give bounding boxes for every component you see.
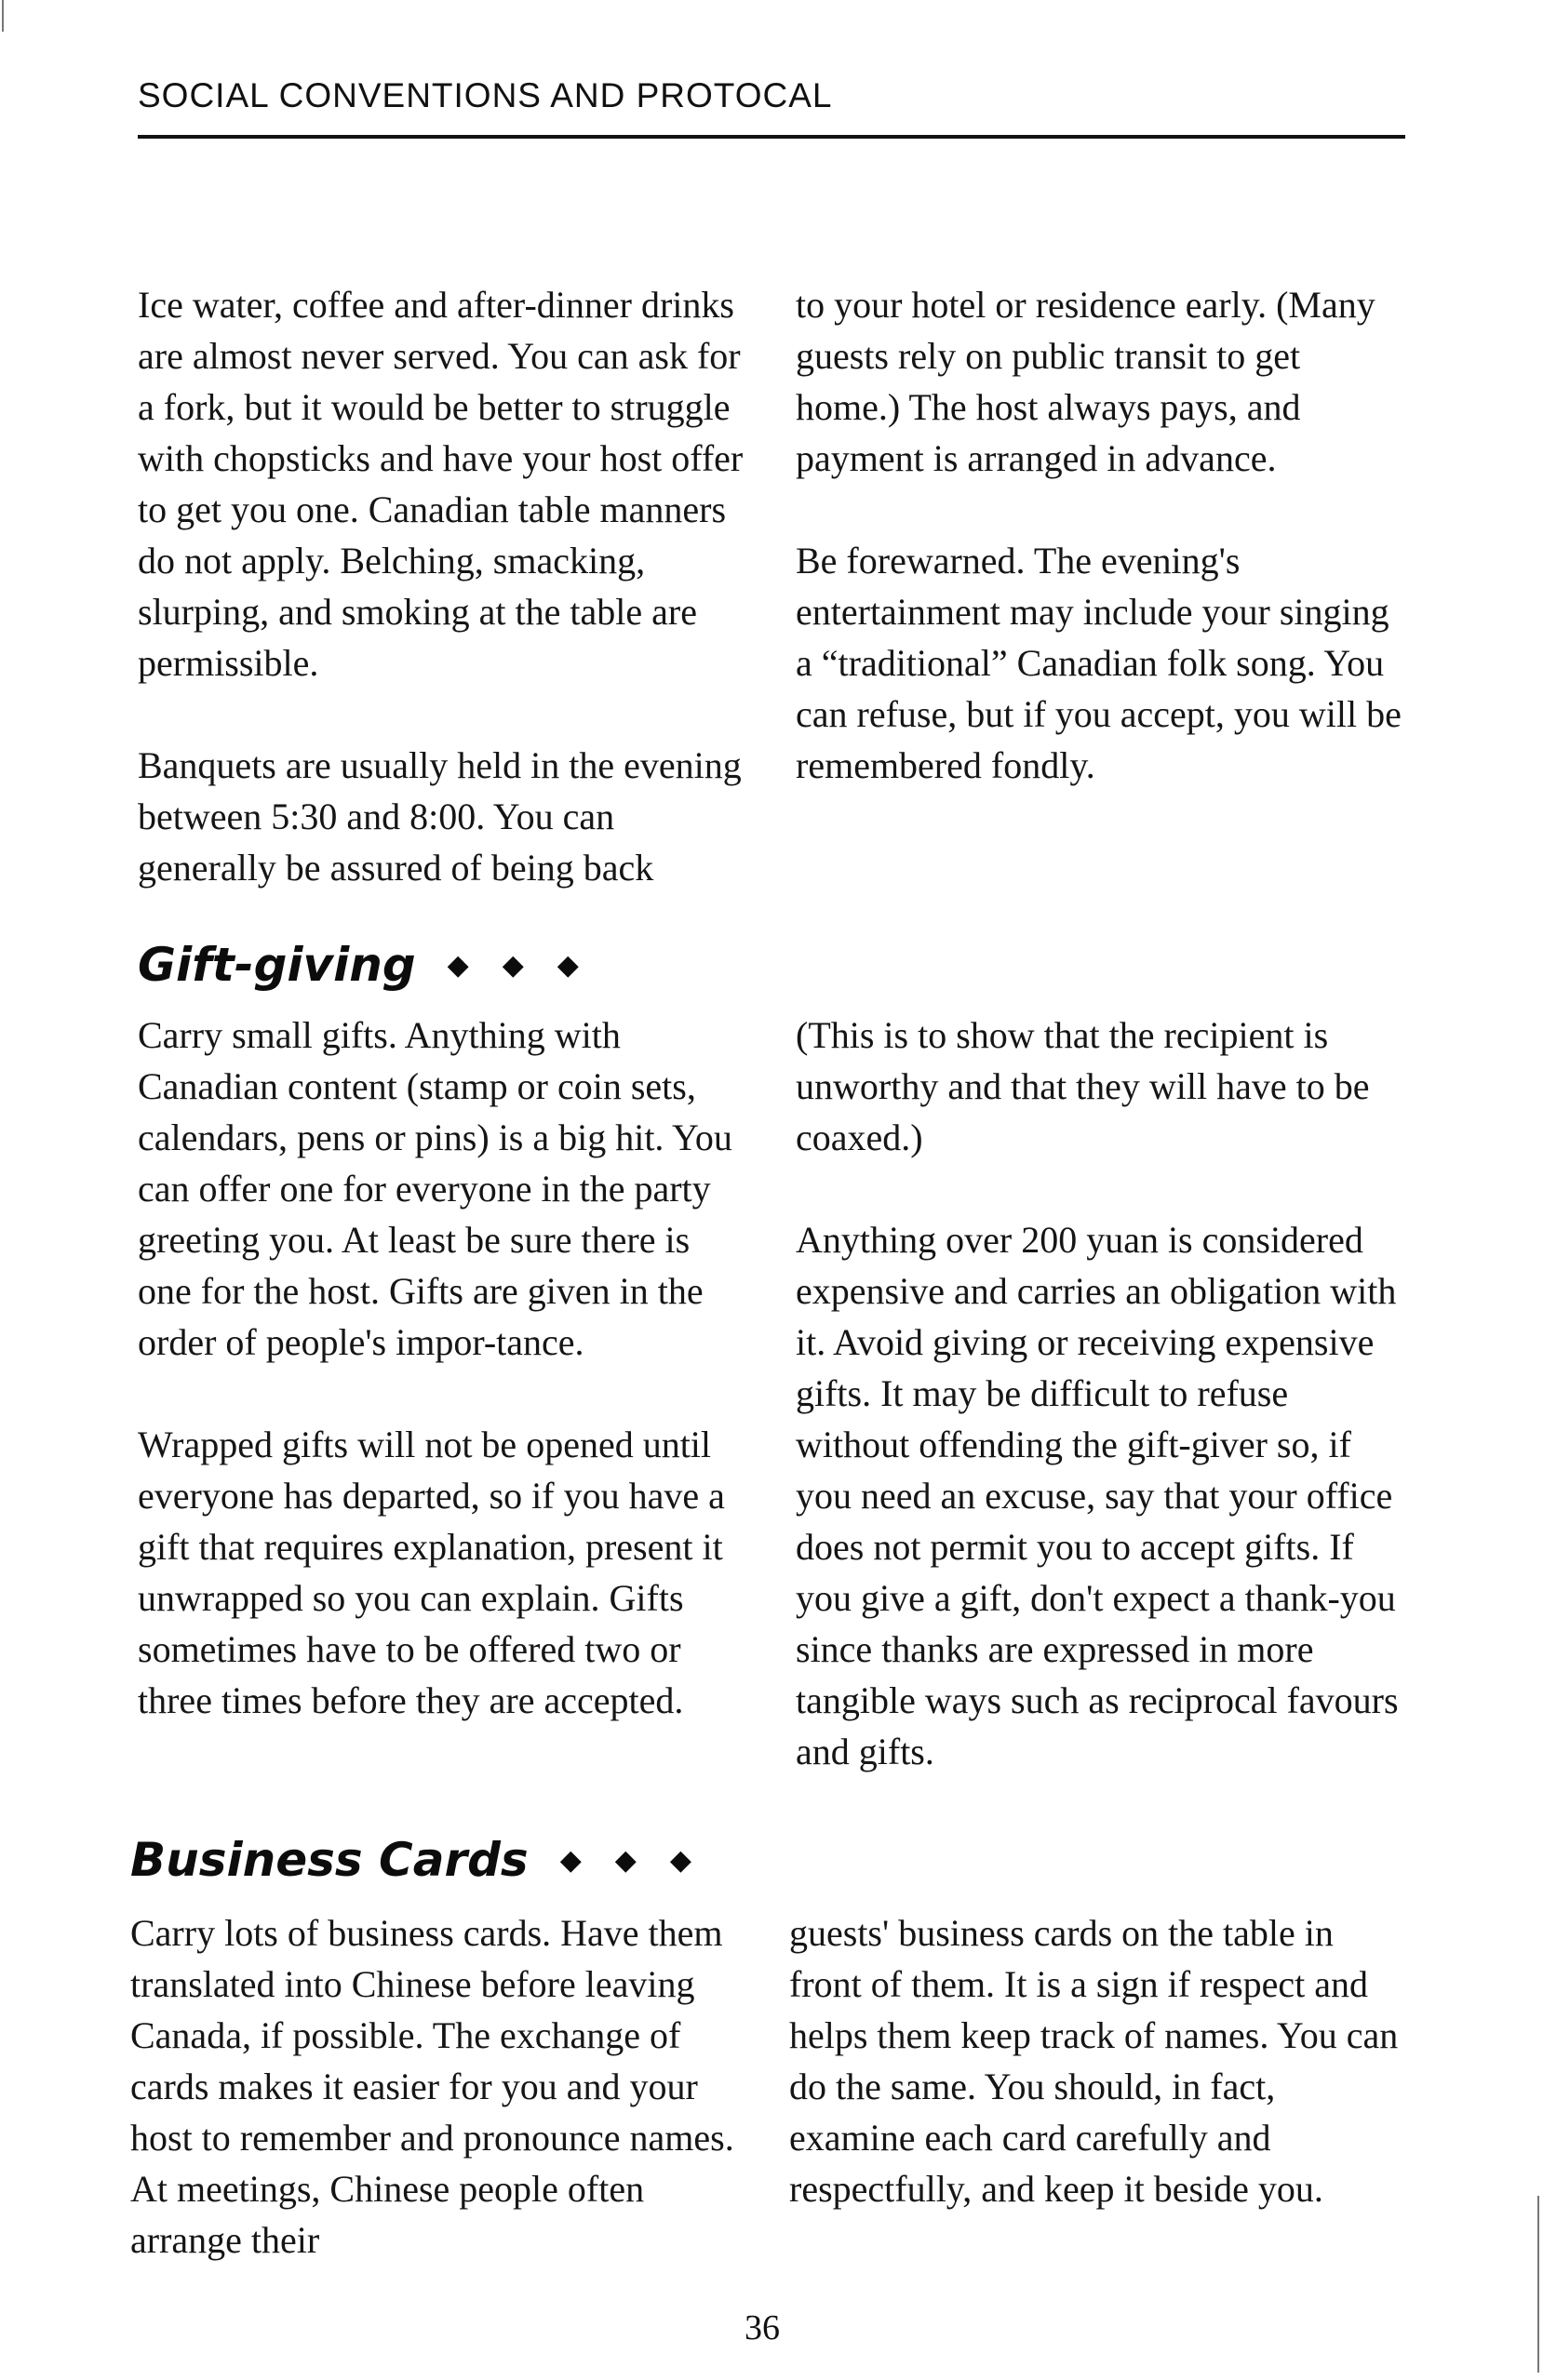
page-number: 36: [745, 2308, 780, 2347]
paragraph: Carry lots of business cards. Have them translated into Chinese before leaving Canada, if possible. The exchange of cards makes it easier for you and your host to remember and pronounce names. At meetings, Chinese people often arrange their: [130, 1912, 734, 2261]
paragraph: guests' business cards on the table in front of them. It is a sign if respect and helps them keep track of names. You can do the same. You should, in fact, examine each card carefully and respectfully, and keep it beside you.: [789, 1912, 1399, 2210]
paragraph: Carry small gifts. Anything with Canadian content (stamp or coin sets, calendars, pens or pins) is a big hit. You can offer one for everyone in the party greeting you. At least be sure there is one for the host. Gifts are given in the order of people's impor-tance.: [138, 1014, 732, 1363]
section-heading-gift-giving: [138, 938, 579, 992]
running-header: SOCIAL CONVENTIONS AND PROTOCAL: [138, 76, 833, 114]
paragraph: (This is to show that the recipient is unworthy and that they will have to be coaxed.): [796, 1014, 1370, 1158]
paragraph: Be forewarned. The evening's entertainment may include your singing a “traditional” Canadian folk song. You can refuse, but if you accept, you will be remembered fondly.: [796, 540, 1402, 786]
diamond-icon: ◆: [669, 1843, 691, 1877]
scan-edge-mark: [1537, 2196, 1539, 2373]
paragraph: Anything over 200 yuan is considered expensive and carries an obligation with it. Avoid giving or receiving expensive gifts. It may be difficult to refuse without offending the gift-giver so, if you need an excuse, say that your office does not permit you to accept gifts. If you give a gift, don't expect a thank-you since thanks are expressed in more tangible ways such as reciprocal favours and gifts.: [796, 1219, 1399, 1772]
section-heading-business-cards: [130, 1833, 691, 1887]
diamond-icon: ◆: [559, 1843, 582, 1877]
intro-left-column: [138, 279, 752, 944]
cards-right-column: [789, 1907, 1403, 2266]
paragraph: Banquets are usually held in the evening between 5:30 and 8:00. You can generally be assured of being back: [138, 744, 742, 889]
diamond-icon: ◆: [447, 948, 469, 982]
paragraph: Ice water, coffee and after-dinner drinks are almost never served. You can ask for a fork, but it would be better to struggle with chopsticks and have your host offer to get you one. Canadian table manners do not apply. Belching, smacking, slurping, and smoking at the table are permissible.: [138, 284, 744, 684]
header-rule: [138, 135, 1405, 139]
heading-text: Gift-giving: [138, 938, 416, 992]
diamond-ornament: [560, 1844, 691, 1877]
diamond-ornament: [448, 949, 579, 982]
diamond-icon: ◆: [557, 948, 579, 982]
cards-left-column: [130, 1907, 745, 2317]
paragraph: Wrapped gifts will not be opened until everyone has departed, so if you have a gift that requires explanation, present it unwrapped so you can explain. Gifts sometimes have to be offered two or three times before they are accepted.: [138, 1424, 725, 1721]
diamond-icon: ◆: [614, 1843, 637, 1877]
scan-edge-mark: [2, 0, 4, 32]
paragraph: to your hotel or residence early. (Many guests rely on public transit to get home.) The host always pays, and payment is arranged in advance.: [796, 284, 1375, 479]
intro-right-column: [796, 279, 1410, 842]
diamond-icon: ◆: [502, 948, 524, 982]
heading-text: Business Cards: [130, 1833, 529, 1887]
gift-left-column: [138, 1009, 752, 1777]
gift-right-column: [796, 1009, 1410, 1828]
